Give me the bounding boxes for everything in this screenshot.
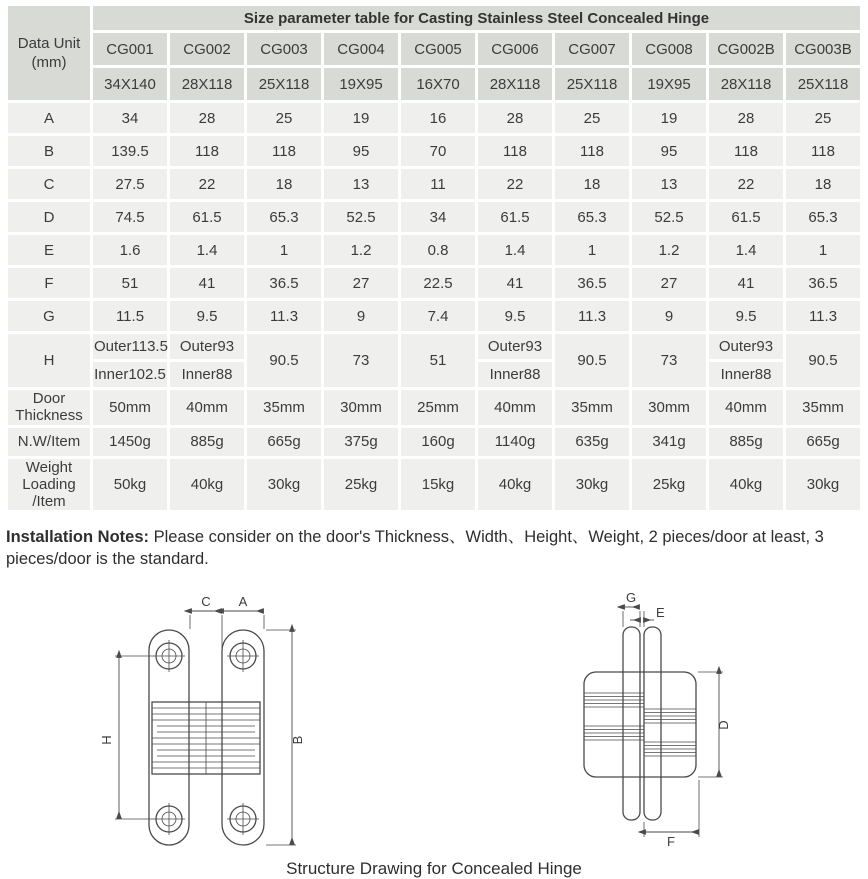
table-cell: 51 bbox=[93, 268, 167, 298]
table-cell: 27.5 bbox=[93, 169, 167, 199]
table-cell: 885g bbox=[709, 428, 783, 456]
table-cell: 22 bbox=[709, 169, 783, 199]
table-cell: 41 bbox=[478, 268, 552, 298]
table-cell: 36.5 bbox=[786, 268, 860, 298]
model-header: CG008 bbox=[632, 33, 706, 65]
table-cell: 51 bbox=[401, 334, 475, 387]
size-header: 16X70 bbox=[401, 68, 475, 100]
row-F bbox=[8, 268, 860, 298]
structure-drawings bbox=[0, 571, 868, 849]
table-cell: 34 bbox=[93, 103, 167, 133]
dim-label-b: B bbox=[290, 735, 305, 745]
table-cell: 95 bbox=[324, 136, 398, 166]
table-cell: 40kg bbox=[478, 459, 552, 511]
row-label: H bbox=[8, 334, 90, 387]
installation-notes bbox=[6, 527, 860, 571]
size-header: 25X118 bbox=[786, 68, 860, 100]
table-cell: 22 bbox=[478, 169, 552, 199]
size-header: 28X118 bbox=[709, 68, 783, 100]
table-cell: 139.5 bbox=[93, 136, 167, 166]
row-label-line2: /Item bbox=[32, 493, 66, 510]
row-label: D bbox=[8, 202, 90, 232]
table-cell: 30kg bbox=[786, 459, 860, 511]
table-cell: 52.5 bbox=[324, 202, 398, 232]
table-cell: 36.5 bbox=[247, 268, 321, 298]
table-cell: Outer93 bbox=[709, 334, 783, 359]
row-label bbox=[8, 459, 90, 511]
table-cell: 25 bbox=[555, 103, 629, 133]
table-cell: 0.8 bbox=[401, 235, 475, 265]
table-cell: 13 bbox=[324, 169, 398, 199]
table-cell: 118 bbox=[170, 136, 244, 166]
row-label: A bbox=[8, 103, 90, 133]
hinge-front-view-drawing bbox=[92, 587, 322, 849]
row-H-top bbox=[8, 334, 860, 359]
table-cell: 9.5 bbox=[170, 301, 244, 331]
row-B bbox=[8, 136, 860, 166]
table-cell: 30mm bbox=[632, 390, 706, 425]
size-header: 19X95 bbox=[632, 68, 706, 100]
table-cell: 22.5 bbox=[401, 268, 475, 298]
corner-line1: Data Unit bbox=[17, 34, 81, 52]
table-cell: 25 bbox=[786, 103, 860, 133]
hinge-barrel bbox=[152, 702, 260, 774]
table-cell: 25mm bbox=[401, 390, 475, 425]
row-label: N.W/Item bbox=[8, 428, 90, 456]
installation-notes-label: Installation Notes: bbox=[6, 528, 150, 547]
table-cell: 25kg bbox=[324, 459, 398, 511]
table-cell: 1.4 bbox=[170, 235, 244, 265]
table-cell: 73 bbox=[632, 334, 706, 387]
table-cell: 11.3 bbox=[247, 301, 321, 331]
size-header: 19X95 bbox=[324, 68, 398, 100]
table-cell: 27 bbox=[324, 268, 398, 298]
size-header: 34X140 bbox=[93, 68, 167, 100]
table-cell: 30mm bbox=[324, 390, 398, 425]
table-cell: 1.4 bbox=[478, 235, 552, 265]
table-cell: 375g bbox=[324, 428, 398, 456]
table-cell: 1 bbox=[247, 235, 321, 265]
model-header: CG006 bbox=[478, 33, 552, 65]
dim-label-h: H bbox=[99, 735, 114, 745]
table-cell: 1450g bbox=[93, 428, 167, 456]
row-label: B bbox=[8, 136, 90, 166]
size-header: 25X118 bbox=[555, 68, 629, 100]
model-header: CG003B bbox=[786, 33, 860, 65]
table-cell: 16 bbox=[401, 103, 475, 133]
table-cell: Inner88 bbox=[709, 362, 783, 387]
model-header: CG002 bbox=[170, 33, 244, 65]
model-header: CG007 bbox=[555, 33, 629, 65]
model-header: CG002B bbox=[709, 33, 783, 65]
table-cell: 50mm bbox=[93, 390, 167, 425]
table-cell: 118 bbox=[555, 136, 629, 166]
table-cell: 40mm bbox=[170, 390, 244, 425]
table-cell: 41 bbox=[709, 268, 783, 298]
table-cell: 9.5 bbox=[709, 301, 783, 331]
row-weight-loading bbox=[8, 459, 860, 511]
table-cell: 40kg bbox=[170, 459, 244, 511]
table-cell: 61.5 bbox=[478, 202, 552, 232]
table-cell: 35mm bbox=[555, 390, 629, 425]
row-label: F bbox=[8, 268, 90, 298]
table-cell: 18 bbox=[786, 169, 860, 199]
table-cell: 74.5 bbox=[93, 202, 167, 232]
model-header: CG001 bbox=[93, 33, 167, 65]
table-cell: 118 bbox=[478, 136, 552, 166]
row-D bbox=[8, 202, 860, 232]
corner-header bbox=[8, 6, 90, 100]
table-cell: 118 bbox=[709, 136, 783, 166]
table-cell: 90.5 bbox=[786, 334, 860, 387]
table-cell: 50kg bbox=[93, 459, 167, 511]
corner-line2: (mm) bbox=[31, 54, 67, 71]
row-net-weight bbox=[8, 428, 860, 456]
model-header: CG003 bbox=[247, 33, 321, 65]
table-cell: 118 bbox=[786, 136, 860, 166]
table-cell: 30kg bbox=[247, 459, 321, 511]
table-cell: 25 bbox=[247, 103, 321, 133]
table-cell: 13 bbox=[632, 169, 706, 199]
installation-notes-text: Please consider on the door's Thickness、Width、Height、Weight, 2 pieces/door at least, 3 pieces/door is the standard. bbox=[6, 528, 824, 569]
row-label-line1: Weight Loading bbox=[22, 458, 76, 493]
table-cell: 90.5 bbox=[555, 334, 629, 387]
size-parameter-table bbox=[5, 3, 863, 513]
table-cell: 11 bbox=[401, 169, 475, 199]
table-cell: 7.4 bbox=[401, 301, 475, 331]
table-cell: 1.4 bbox=[709, 235, 783, 265]
table-cell: 65.3 bbox=[555, 202, 629, 232]
size-header: 25X118 bbox=[247, 68, 321, 100]
spec-sheet-page bbox=[0, 3, 868, 878]
row-E bbox=[8, 235, 860, 265]
table-cell: 11.3 bbox=[555, 301, 629, 331]
table-cell: 1 bbox=[786, 235, 860, 265]
screw-hole bbox=[153, 640, 185, 672]
dim-label-c: C bbox=[201, 593, 211, 609]
table-cell: 1140g bbox=[478, 428, 552, 456]
table-cell: 41 bbox=[170, 268, 244, 298]
table-cell: 30kg bbox=[555, 459, 629, 511]
table-cell: 95 bbox=[632, 136, 706, 166]
table-cell: 11.5 bbox=[93, 301, 167, 331]
table-cell: 341g bbox=[632, 428, 706, 456]
hinge-side-view-drawing bbox=[556, 587, 756, 849]
table-cell: 885g bbox=[170, 428, 244, 456]
table-title: Size parameter table for Casting Stainless Steel Concealed Hinge bbox=[93, 6, 860, 30]
row-label: C bbox=[8, 169, 90, 199]
table-cell: 665g bbox=[247, 428, 321, 456]
table-cell: 35mm bbox=[247, 390, 321, 425]
table-cell: 52.5 bbox=[632, 202, 706, 232]
table-cell: 65.3 bbox=[247, 202, 321, 232]
table-cell: 61.5 bbox=[709, 202, 783, 232]
table-cell: 90.5 bbox=[247, 334, 321, 387]
table-cell: 1.6 bbox=[93, 235, 167, 265]
dim-label-f: F bbox=[667, 833, 675, 849]
table-cell: Outer113.5 bbox=[93, 334, 167, 359]
table-cell: Outer93 bbox=[478, 334, 552, 359]
table-cell: 28 bbox=[478, 103, 552, 133]
model-header-row bbox=[8, 33, 860, 65]
table-cell: 70 bbox=[401, 136, 475, 166]
table-cell: 18 bbox=[555, 169, 629, 199]
row-label: E bbox=[8, 235, 90, 265]
table-cell: 635g bbox=[555, 428, 629, 456]
table-cell: 73 bbox=[324, 334, 398, 387]
table-cell: 160g bbox=[401, 428, 475, 456]
row-A bbox=[8, 103, 860, 133]
drawing-caption: Structure Drawing for Concealed Hinge bbox=[286, 858, 582, 878]
table-cell: 9 bbox=[324, 301, 398, 331]
size-header: 28X118 bbox=[478, 68, 552, 100]
table-cell: 1.2 bbox=[632, 235, 706, 265]
model-header: CG005 bbox=[401, 33, 475, 65]
table-cell: 40kg bbox=[709, 459, 783, 511]
table-cell: Outer93 bbox=[170, 334, 244, 359]
dim-label-a: A bbox=[238, 593, 248, 609]
table-cell: 1 bbox=[555, 235, 629, 265]
screw-hole bbox=[227, 803, 259, 835]
table-cell: 22 bbox=[170, 169, 244, 199]
table-cell: 40mm bbox=[478, 390, 552, 425]
dim-label-g: G bbox=[625, 589, 637, 605]
table-cell: 36.5 bbox=[555, 268, 629, 298]
table-cell: 665g bbox=[786, 428, 860, 456]
table-cell: 34 bbox=[401, 202, 475, 232]
size-header: 28X118 bbox=[170, 68, 244, 100]
table-cell: 40mm bbox=[709, 390, 783, 425]
row-label: Door Thickness bbox=[8, 390, 90, 425]
dim-label-e: E bbox=[656, 604, 665, 620]
table-cell: 9 bbox=[632, 301, 706, 331]
table-cell: 11.3 bbox=[786, 301, 860, 331]
table-cell: 25kg bbox=[632, 459, 706, 511]
table-cell: 65.3 bbox=[786, 202, 860, 232]
row-C bbox=[8, 169, 860, 199]
row-label: G bbox=[8, 301, 90, 331]
screw-hole bbox=[227, 640, 259, 672]
row-G bbox=[8, 301, 860, 331]
row-door-thickness bbox=[8, 390, 860, 425]
table-cell: 28 bbox=[709, 103, 783, 133]
table-cell: 35mm bbox=[786, 390, 860, 425]
table-cell: 18 bbox=[247, 169, 321, 199]
dim-label-d: D bbox=[716, 720, 731, 730]
table-cell: 15kg bbox=[401, 459, 475, 511]
size-header-row bbox=[8, 68, 860, 100]
screw-hole bbox=[153, 803, 185, 835]
table-cell: Inner88 bbox=[170, 362, 244, 387]
table-cell: 9.5 bbox=[478, 301, 552, 331]
model-header: CG004 bbox=[324, 33, 398, 65]
table-cell: 19 bbox=[324, 103, 398, 133]
table-cell: 118 bbox=[247, 136, 321, 166]
table-cell: 61.5 bbox=[170, 202, 244, 232]
table-cell: 27 bbox=[632, 268, 706, 298]
table-cell: Inner88 bbox=[478, 362, 552, 387]
table-cell: 28 bbox=[170, 103, 244, 133]
table-cell: 1.2 bbox=[324, 235, 398, 265]
table-cell: 19 bbox=[632, 103, 706, 133]
table-cell: Inner102.5 bbox=[93, 362, 167, 387]
